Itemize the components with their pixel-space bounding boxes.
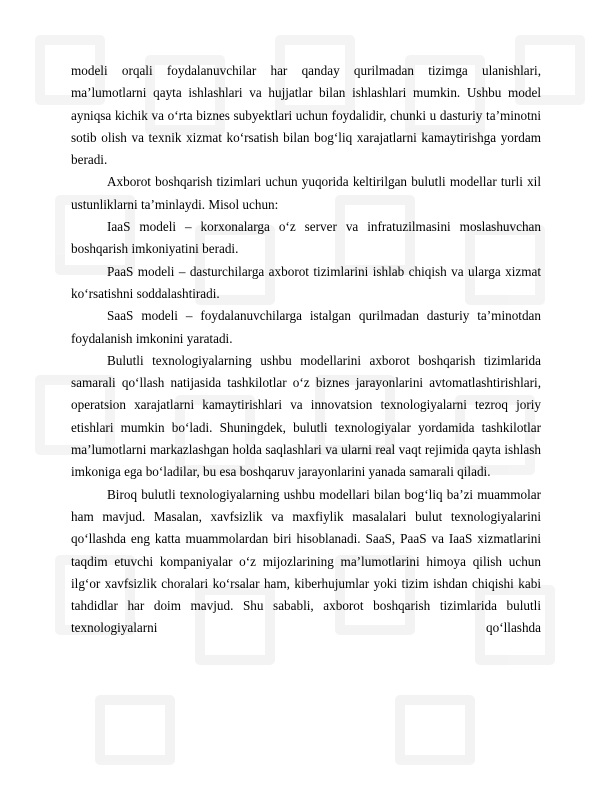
paragraph-saas-model: SaaS modeli – foydalanuvchilarga istalgan qurilmadan dasturiy ta’minotdan foydalanish imkonini yaratadi.	[71, 308, 541, 346]
paragraph-paas-model: PaaS modeli – dasturchilarga axborot tizimlarini ishlab chiqish va ularga xizmat ko‘rsatishni soddalashtiradi.	[71, 263, 541, 301]
paragraph-saas-model-continuation: modeli orqali foydalanuvchilar har qanday qurilmadan tizimga ulanishlari, ma’lumotlarni qayta ishlashlari va hujjatlar bilan ishlashlari mumkin. Ushbu model ayniqsa kichik va o‘rta biznes subyektlari uchun foydalidir, chunki u dasturiy ta’minotni sotib olish va texnik xizmat ko‘rsatish bilan bog‘liq xarajatlarni kamaytirishga yordam beradi.	[71, 63, 541, 168]
paragraph-cloud-benefits: Bulutli texnologiyalarning ushbu modellarini axborot boshqarish tizimlarida samarali qo‘llash natijasida tashkilotlar o‘z biznes jarayonlarini avtomatlashtirishlari, operatsion xarajatlarni kamaytirishlari va innovatsion texnologiyalarni tezroq joriy etishlari mumkin bo‘ladi. Shuningdek, bulutli texnologiyalar yordamida tashkilotlar ma’lumotlarni markazlashgan holda saqlashlari va ularni real vaqt rejimida qayta ishlash imkoniga ega bo‘ladilar, bu esa boshqaruv jarayonlarini yanada samarali qiladi.	[71, 352, 541, 480]
paragraph-cloud-models-advantages: Axborot boshqarish tizimlari uchun yuqorida keltirilgan bulutli modellar turli xil ustunliklarni ta’minlaydi. Misol uchun:	[71, 174, 541, 212]
document-body	[71, 60, 541, 640]
paragraph-cloud-problems: Biroq bulutli texnologiyalarning ushbu modellari bilan bog‘liq ba’zi muammolar ham mavjud. Masalan, xavfsizlik va maxfiylik masalalari bulut texnologiyalarini qo‘llashda eng katta muammolardan biri hisoblanadi. SaaS, PaaS va IaaS xizmatlarini taqdim etuvchi kompaniyalar o‘z mijozlarining ma’lumotlarini himoya qilish uchun ilg‘or xavfsizlik choralari ko‘rsalar ham, kiberhujumlar yoki tizim ishdan chiqishi kabi tahdidlar har doim mavjud. Shu sababli, axborot boshqarish tizimlarida bulutli texnologiyalarni qo‘llashda	[71, 486, 541, 636]
paragraph-iaas-model: IaaS modeli – korxonalarga o‘z server va infratuzilmasini moslashuvchan boshqarish imkoniyatini beradi.	[71, 219, 541, 257]
